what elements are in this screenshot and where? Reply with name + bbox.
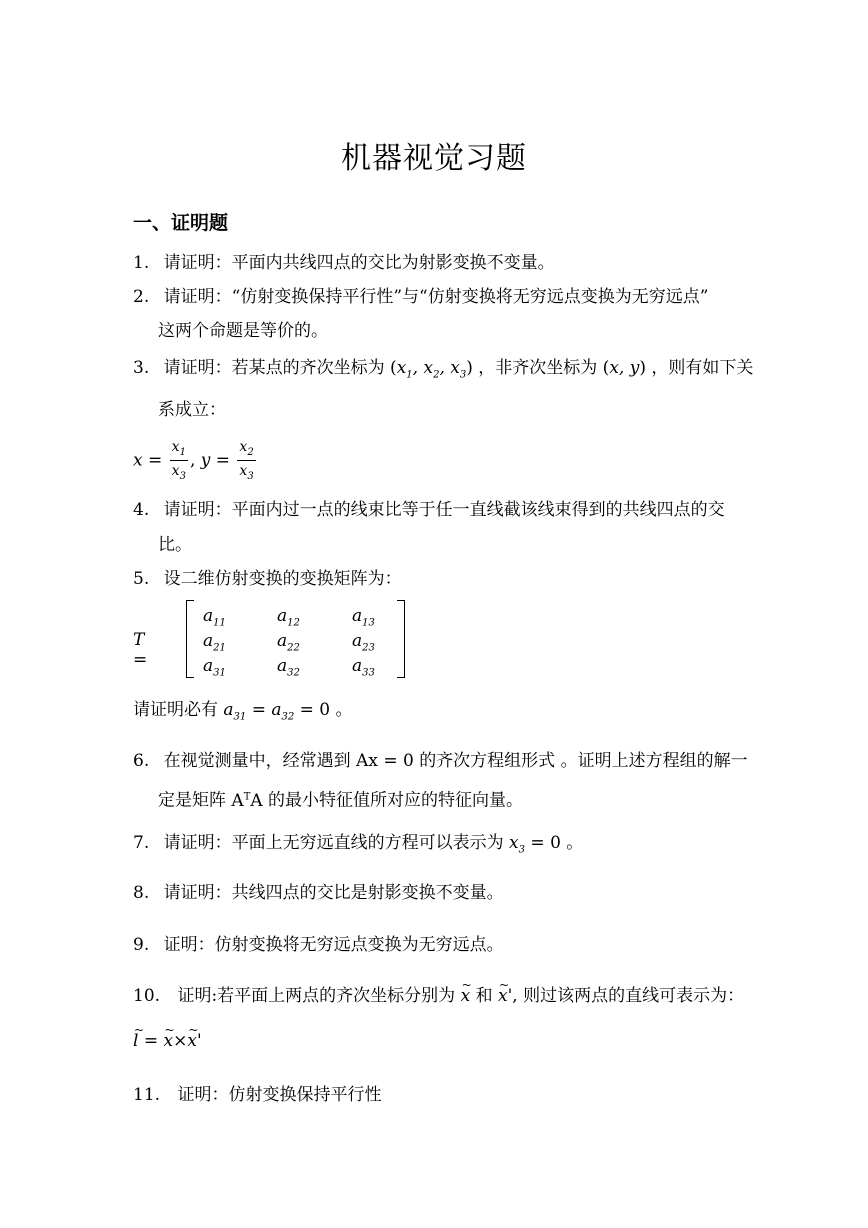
matrix-cell-a22: $a_{22}$	[277, 631, 300, 654]
matrix-ata-formula: $A^TA$	[231, 790, 263, 811]
homogeneous-coords-formula: ($x_1$, $x_2$, $x_3$)	[390, 358, 473, 381]
inhomogeneous-coords-formula: (x, y)	[602, 358, 646, 378]
coordinate-relation-formula: x = $\frac{x_1}{x_3}$ , y = $\frac{x_2}{x_3}$	[133, 439, 254, 482]
matrix-label: T =	[133, 630, 148, 670]
item-1	[133, 255, 555, 272]
matrix-cell-a32: $a_{32}$	[277, 656, 300, 679]
item-3-continuation: 系成立：	[158, 400, 226, 420]
item-text: ，非齐次坐标为	[478, 358, 598, 378]
item-number: 5.	[133, 569, 150, 589]
item-text: 请证明：平面内共线四点的交比为射影变换不变量。	[163, 253, 555, 273]
item-number: 9.	[133, 935, 150, 955]
matrix-cell-a23: $a_{23}$	[352, 631, 375, 654]
item-2	[133, 289, 708, 306]
item-text: , 则过该两点的直线可表示为：	[512, 986, 745, 1006]
item-text: 定是矩阵	[158, 790, 226, 811]
item-number: 7.	[133, 833, 150, 853]
matrix-left-bracket	[186, 600, 194, 678]
item-2-continuation: 这两个命题是等价的。	[158, 321, 328, 341]
item-5-conclusion	[133, 702, 353, 722]
item-text: 请证明：共线四点的交比是射影变换不变量。	[163, 883, 504, 903]
item-3	[133, 360, 753, 380]
item-7	[133, 835, 583, 855]
matrix-cell-a12: $a_{12}$	[277, 606, 300, 629]
item-text: 和	[475, 986, 493, 1006]
item-number: 4.	[133, 500, 150, 520]
x-tilde-prime-formula: ~ x'	[498, 986, 512, 1006]
item-number: 3.	[133, 358, 150, 378]
item-text: 请证明：若某点的齐次坐标为	[163, 358, 385, 378]
item-11	[133, 1087, 381, 1104]
item-8	[133, 885, 504, 902]
item-text: 请证明必有	[133, 700, 218, 720]
section-heading: 一、证明题	[133, 212, 229, 234]
item-10	[133, 988, 744, 1005]
item-number: 10.	[133, 986, 161, 1006]
item-6	[133, 753, 748, 770]
item-text: 请证明：平面上无穷远直线的方程可以表示为	[163, 833, 504, 853]
item-5	[133, 571, 402, 588]
matrix-cell-a31: $a_{31}$	[203, 656, 226, 679]
item-number: 6.	[133, 751, 150, 771]
item-9	[133, 937, 504, 954]
item-text: 的最小特征值所对应的特征向量。	[268, 790, 524, 811]
item-text: 请证明：平面内过一点的线束比等于任一直线截该线束得到的共线四点的交	[163, 500, 725, 520]
item-number: 8.	[133, 883, 150, 903]
line-cross-product-formula: ~ l = ~ x×~ x'	[133, 1033, 202, 1050]
item-text: 证明:若平面上两点的齐次坐标分别为	[177, 986, 456, 1006]
item-text: 证明：仿射变换保持平行性	[177, 1085, 382, 1105]
item-text: 。	[566, 833, 584, 853]
homogeneous-equation-formula: Ax = 0	[356, 751, 414, 771]
item-text: 的齐次方程组形式 。证明上述方程组的解一	[419, 751, 748, 771]
item-text: 。	[335, 700, 353, 720]
x-tilde-formula: ~ x	[461, 986, 471, 1006]
matrix-right-bracket	[397, 600, 405, 678]
item-4-continuation: 比。	[158, 535, 192, 555]
item-number: 1.	[133, 253, 150, 273]
x3-zero-formula: $x_3 = 0$	[509, 833, 561, 856]
matrix-cell-a13: $a_{13}$	[352, 606, 375, 629]
item-number: 2.	[133, 287, 150, 307]
item-number: 11.	[133, 1085, 161, 1105]
item-4	[133, 502, 725, 519]
item-6-continuation	[158, 792, 523, 810]
item-text: 请证明：“仿射变换保持平行性”与“仿射变换将无穷远点变换为无穷远点”	[163, 287, 709, 307]
item-text: 证明：仿射变换将无穷远点变换为无穷远点。	[163, 935, 504, 955]
a31-a32-zero-formula: $a_{31} = a_{32} = 0$	[223, 700, 331, 723]
item-text: 在视觉测量中，经常遇到	[163, 751, 351, 771]
matrix-cell-a11: $a_{11}$	[203, 606, 226, 629]
matrix-cell-a33: $a_{33}$	[352, 656, 375, 679]
matrix-cell-a21: $a_{21}$	[203, 631, 226, 654]
document-title: 机器视觉习题	[341, 141, 527, 176]
item-text: ，则有如下关	[651, 358, 754, 378]
item-text: 设二维仿射变换的变换矩阵为：	[163, 569, 402, 589]
